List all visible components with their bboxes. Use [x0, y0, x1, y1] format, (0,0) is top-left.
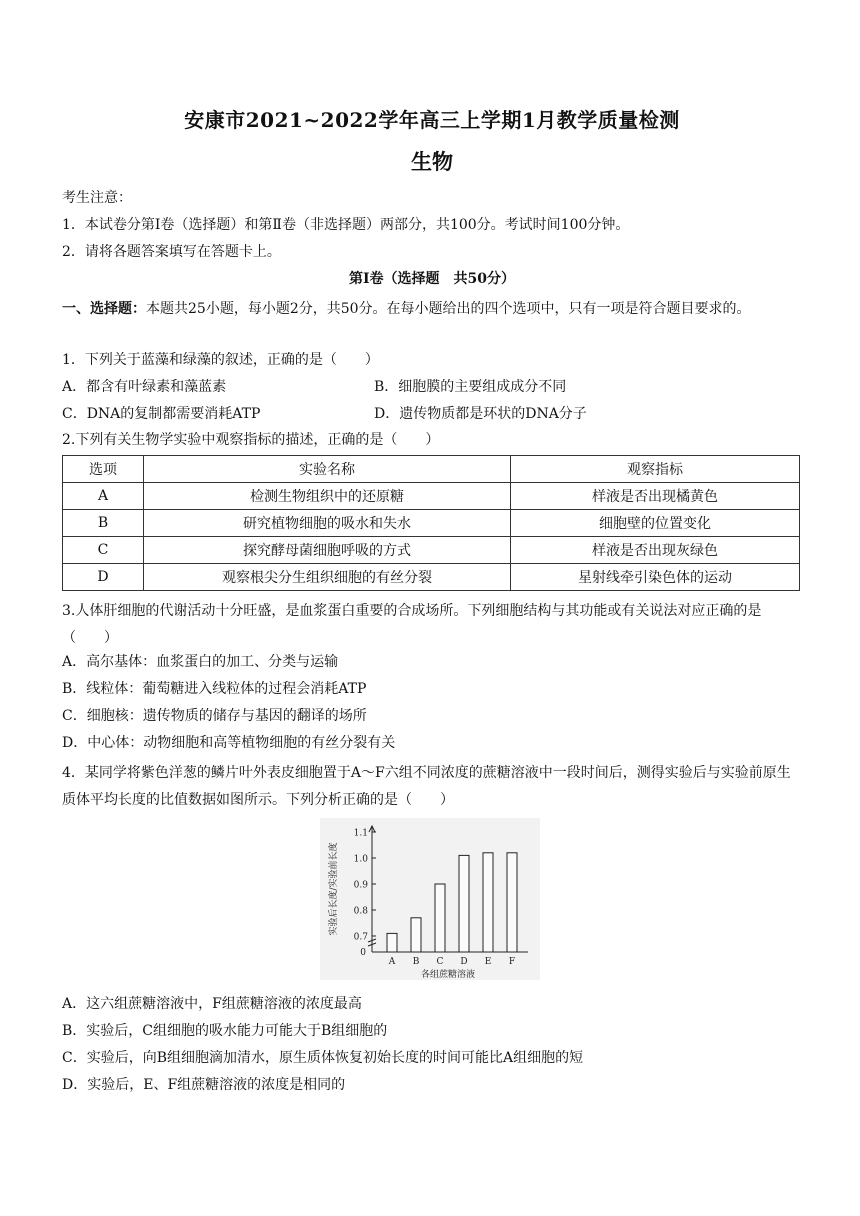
- q3-option-a: A．高尔基体：血浆蛋白的加工、分类与运输: [62, 654, 339, 670]
- bar-F: [507, 853, 517, 952]
- q1-option-d: D．遗传物质都是环状的DNA分子: [374, 406, 587, 422]
- table-cell: 细胞壁的位置变化: [511, 510, 800, 537]
- table-cell: 观察根尖分生组织细胞的有丝分裂: [144, 564, 511, 591]
- exam-title: 安康市2021~2022学年高三上学期1月教学质量检测: [184, 108, 680, 132]
- table-cell: 研究植物细胞的吸水和失水: [144, 510, 511, 537]
- table-cell: C: [63, 537, 144, 564]
- x-tick-label: A: [388, 957, 396, 967]
- notice-heading: 考生注意：: [62, 190, 132, 206]
- table-cell: A: [63, 483, 144, 510]
- q4-option-c: C．实验后，向B组细胞滴加清水，原生质体恢复初始长度的时间可能比A组细胞的短: [62, 1050, 584, 1066]
- table-cell: D: [63, 564, 144, 591]
- q2-stem: 2.下列有关生物学实验中观察指标的描述，正确的是（ ）: [62, 432, 440, 448]
- section-intro-text: 本题共25小题，每小题2分，共50分。在每小题给出的四个选项中，只有一项是符合题目要求的。: [146, 301, 751, 317]
- q3-option-d: D．中心体：动物细胞和高等植物细胞的有丝分裂有关: [62, 735, 396, 751]
- q3-option-b: B．线粒体：葡萄糖进入线粒体的过程会消耗ATP: [62, 681, 367, 697]
- x-axis-label: 各组蔗糖溶液: [420, 970, 476, 980]
- table-row: [63, 510, 800, 537]
- table-cell: 检测生物组织中的还原糖: [144, 483, 511, 510]
- bar-A: [387, 933, 397, 952]
- q1-option-c: C．DNA的复制都需要消耗ATP: [62, 406, 261, 422]
- table-header-cell: 观察指标: [511, 456, 800, 483]
- section-intro-label: 一、选择题：: [62, 301, 146, 317]
- q4-option-b: B．实验后，C组细胞的吸水能力可能大于B组细胞的: [62, 1023, 388, 1039]
- y-axis-label: 实验后长度/实验前长度: [329, 842, 339, 936]
- q1-option-b: B．细胞膜的主要组成成分不同: [374, 379, 567, 395]
- q4-bar-chart: [320, 818, 540, 980]
- table-row: [63, 537, 800, 564]
- q4-option-d: D．实验后，E、F组蔗糖溶液的浓度是相同的: [62, 1077, 346, 1093]
- x-tick-label: D: [460, 957, 468, 967]
- section-intro: [62, 296, 802, 323]
- chart-svg: [320, 818, 540, 980]
- q4-option-a: A．这六组蔗糖溶液中，F组蔗糖溶液的浓度最高: [62, 996, 362, 1012]
- y-tick-label: 0.9: [353, 880, 368, 891]
- x-tick-label: B: [412, 957, 420, 967]
- q1-stem: 1．下列关于蓝藻和绿藻的叙述，正确的是（ ）: [62, 352, 379, 368]
- table-cell: 样液是否出现灰绿色: [511, 537, 800, 564]
- table-row: [63, 564, 800, 591]
- q2-table: [62, 455, 800, 591]
- x-tick-label: F: [508, 957, 516, 967]
- table-cell: 样液是否出现橘黄色: [511, 483, 800, 510]
- x-tick-label: E: [484, 957, 492, 967]
- subject-title: 生物: [411, 149, 453, 174]
- x-tick-label: C: [436, 957, 444, 967]
- section-title: 第Ⅰ卷（选择题 共50分）: [348, 271, 516, 287]
- y-tick-label: 0.8: [353, 906, 368, 917]
- q1-option-a: A．都含有叶绿素和藻蓝素: [62, 379, 227, 395]
- table-header-cell: 实验名称: [144, 456, 511, 483]
- notice-item-1: 1．本试卷分第Ⅰ卷（选择题）和第Ⅱ卷（非选择题）两部分，共100分。考试时间100分钟。: [62, 217, 630, 233]
- table-row: [63, 483, 800, 510]
- table-cell: 探究酵母菌细胞呼吸的方式: [144, 537, 511, 564]
- table-cell: B: [63, 510, 144, 537]
- q4-stem: 4．某同学将紫色洋葱的鳞片叶外表皮细胞置于A～F六组不同浓度的蔗糖溶液中一段时间后，测得实验后与实验前原生质体平均长度的比值数据如图所示。下列分析正确的是（ ）: [62, 765, 791, 808]
- table-cell: 星射线牵引染色体的运动: [511, 564, 800, 591]
- bar-D: [459, 855, 469, 952]
- y-tick-label: 1.0: [353, 854, 368, 865]
- y-tick-label: 0.7: [353, 932, 368, 943]
- q3-option-c: C．细胞核：遗传物质的储存与基因的翻译的场所: [62, 708, 367, 724]
- origin-label: 0: [360, 948, 366, 958]
- notice-item-2: 2．请将各题答案填写在答题卡上。: [62, 244, 281, 260]
- bar-C: [435, 884, 445, 952]
- table-header-cell: 选项: [63, 456, 144, 483]
- bar-B: [411, 918, 421, 952]
- q3-stem: 3.人体肝细胞的代谢活动十分旺盛，是血浆蛋白重要的合成场所。下列细胞结构与其功能或有关说法对应正确的是（ ）: [62, 603, 762, 646]
- y-tick-label: 1.1: [353, 828, 368, 839]
- bar-E: [483, 853, 493, 952]
- table-header-row: [63, 456, 800, 483]
